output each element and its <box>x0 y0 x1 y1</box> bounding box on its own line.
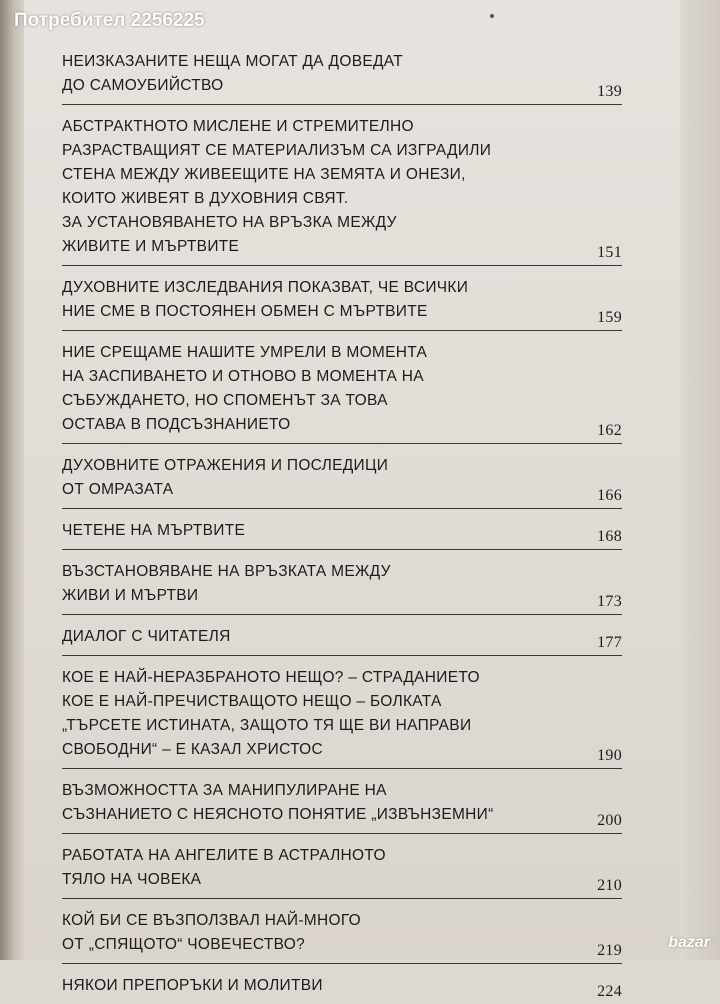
toc-entry <box>62 614 622 655</box>
toc-entry-page: 219 <box>597 942 622 959</box>
toc-entry <box>62 265 622 330</box>
toc-entry-page: 151 <box>597 244 622 261</box>
toc-entry-title: КОЕ Е НАЙ-НЕРАЗБРАНОТО НЕЩО? – СТРАДАНИЕТО КОЕ Е НАЙ-ПРЕЧИСТВАЩОТО НЕЩО – БОЛКАТА „ТЪРСЕТЕ ИСТИНАТА, ЗАЩОТО ТЯ ЩЕ ВИ НАПРАВИ СВОБОДНИ“ – Е КАЗАЛ ХРИСТОС <box>62 669 480 758</box>
toc-entry-page: 173 <box>597 593 622 610</box>
toc-entry-page: 166 <box>597 487 622 504</box>
toc-entry <box>62 768 622 833</box>
toc-entry-title: ДУХОВНИТЕ ОТРАЖЕНИЯ И ПОСЛЕДИЦИ ОТ ОМРАЗАТА <box>62 457 389 498</box>
toc-entry-page: 168 <box>597 528 622 545</box>
book-spine-shadow <box>0 0 24 960</box>
toc-entry-page: 224 <box>597 983 622 1000</box>
toc-entry <box>62 898 622 963</box>
bazar-logo: bazar <box>668 934 710 951</box>
table-of-contents <box>62 50 622 1004</box>
toc-entry-page: 190 <box>597 747 622 764</box>
toc-entry-title: НЯКОИ ПРЕПОРЪКИ И МОЛИТВИ <box>62 977 323 994</box>
toc-entry-title: АБСТРАКТНОТО МИСЛЕНЕ И СТРЕМИТЕЛНО РАЗРАСТВАЩИЯТ СЕ МАТЕРИАЛИЗЪМ СА ИЗГРАДИЛИ СТЕНА МЕЖДУ ЖИВЕЕЩИТЕ НА ЗЕМЯТА И ОНЕЗИ, КОИТО ЖИВЕЯТ В ДУХОВНИЯ СВЯТ. ЗА УСТАНОВЯВАНЕТО НА ВРЪЗКА МЕЖДУ ЖИВИТЕ И МЪРТВИТЕ <box>62 118 492 255</box>
toc-entry <box>62 655 622 768</box>
toc-entry-title: ВЪЗМОЖНОСТТА ЗА МАНИПУЛИРАНЕ НА СЪЗНАНИЕТО С НЕЯСНОТО ПОНЯТИЕ „ИЗВЪНЗЕМНИ“ <box>62 782 494 823</box>
page-edge <box>680 0 720 960</box>
user-watermark: Потребител 2256225 <box>14 10 205 31</box>
toc-entry <box>62 963 622 1004</box>
toc-entry <box>62 833 622 898</box>
toc-entry-page: 139 <box>597 83 622 100</box>
toc-entry-title: РАБОТАТА НА АНГЕЛИТЕ В АСТРАЛНОТО ТЯЛО НА ЧОВЕКА <box>62 847 386 888</box>
toc-entry-title: ДУХОВНИТЕ ИЗСЛЕДВАНИЯ ПОКАЗВАТ, ЧЕ ВСИЧКИ НИЕ СМЕ В ПОСТОЯНЕН ОБМЕН С МЪРТВИТЕ <box>62 279 469 320</box>
toc-entry-title: ВЪЗСТАНОВЯВАНЕ НА ВРЪЗКАТА МЕЖДУ ЖИВИ И МЪРТВИ <box>62 563 391 604</box>
toc-entry <box>62 443 622 508</box>
toc-entry-title: НЕИЗКАЗАНИТЕ НЕЩА МОГАТ ДА ДОВЕДАТ ДО САМОУБИЙСТВО <box>62 53 403 94</box>
toc-entry <box>62 508 622 549</box>
toc-entry <box>62 330 622 443</box>
toc-entry-title: КОЙ БИ СЕ ВЪЗПОЛЗВАЛ НАЙ-МНОГО ОТ „СПЯЩОТО“ ЧОВЕЧЕСТВО? <box>62 912 362 953</box>
toc-entry <box>62 104 622 265</box>
toc-entry-title: НИЕ СРЕЩАМЕ НАШИТЕ УМРЕЛИ В МОМЕНТА НА ЗАСПИВАНЕТО И ОТНОВО В МОМЕНТА НА СЪБУЖДАНЕТО, НО СПОМЕНЪТ ЗА ТОВА ОСТАВА В ПОДСЪЗНАНИЕТО <box>62 344 428 433</box>
toc-entry-page: 200 <box>597 812 622 829</box>
toc-entry-page: 210 <box>597 877 622 894</box>
toc-entry-page: 177 <box>597 634 622 651</box>
toc-entry-page: 159 <box>597 309 622 326</box>
toc-entry-title: ЧЕТЕНЕ НА МЪРТВИТЕ <box>62 522 246 539</box>
toc-entry-title: ДИАЛОГ С ЧИТАТЕЛЯ <box>62 628 231 645</box>
ink-dot <box>490 14 494 18</box>
toc-entry <box>62 50 622 104</box>
toc-entry <box>62 549 622 614</box>
toc-entry-page: 162 <box>597 422 622 439</box>
